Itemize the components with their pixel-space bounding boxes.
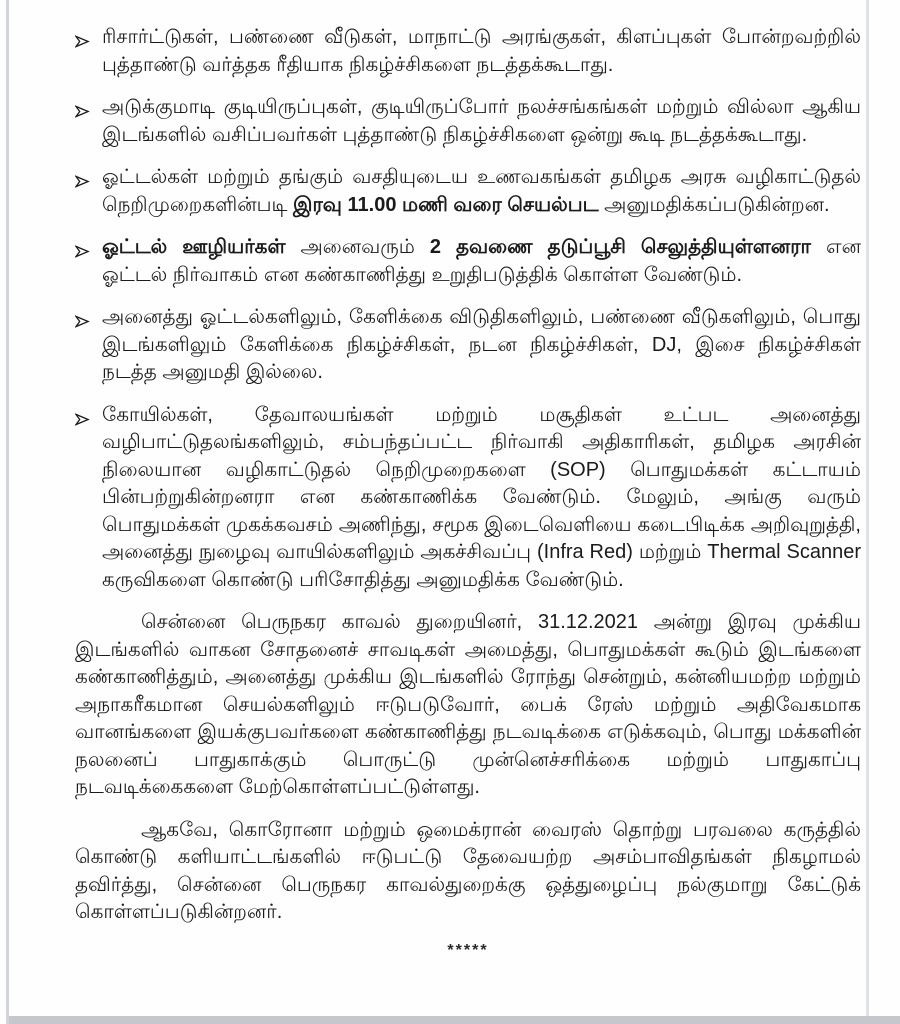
arrowhead-bullet-icon [75,408,90,423]
body-paragraph: ஆகவே, கொரோனா மற்றும் ஒமைக்ரான் வைரஸ் தொற்று பரவலை கருத்தில் கொண்டு களியாட்டங்களில் ஈடுபட்டு தேவையற்ற அசம்பாவிதங்கள் நிகழாமல் தவிர்த்து, சென்னை பெருநகர காவல்துறைக்கு ஒத்துழைப்பு நல்குமாறு கேட்டுக் கொள்ளப்படுகின்றனர். [75,818,861,923]
photo-bottom-edge [9,1016,900,1024]
bullet-item [75,402,861,595]
arrowhead-bullet-icon [75,170,90,185]
bullet-list [75,24,861,594]
arrowhead-bullet-icon [75,240,90,255]
bullet-item [75,164,861,219]
bullet-text: அடுக்குமாடி குடியிருப்புகள், குடியிருப்போர் நலச்சங்கங்கள் மற்றும் வில்லா ஆகிய இடங்களில் வசிப்பவர்கள் புத்தாண்டு நிகழ்ச்சிகளை ஒன்று கூடி நடத்தக்கூடாது. [102,96,861,146]
photo-left-edge [6,0,9,1024]
bullet-item [75,304,861,387]
bullet-item [75,94,861,149]
body-paragraph: சென்னை பெருநகர காவல் துறையினர், 31.12.2021 அன்று இரவு முக்கிய இடங்களில் வாகன சோதனைச் சாவடிகள் அமைத்து, பொதுமக்கள் கூடும் இடங்களை கண்காணித்தும், அனைத்து முக்கிய இடங்களில் ரோந்து சென்றும், கன்னியமற்ற மற்றும் அநாகரீகமான செயல்களிலும் ஈடுபடுவோர், பைக் ரேஸ் மற்றும் அதிவேகமாக வானங்களை இயக்குபவர்களை கண்காணித்து நடவடிக்கை எடுக்கவும், பொது மக்களின் நலனைப் பாதுகாக்கும் பொருட்டு முன்னெச்சரிக்கை மற்றும் பாதுகாப்பு நடவடிக்கைகளை மேற்கொள்ளப்பட்டுள்ளது. [75,611,861,798]
document-body [75,24,861,960]
bullet-item [75,24,861,79]
photo-right-edge [866,0,869,1024]
arrowhead-bullet-icon [75,100,90,115]
bullet-text: ஓட்டல்கள் மற்றும் தங்கும் வசதியுடைய உணவகங்கள் தமிழக அரசு வழிகாட்டுதல் நெறிமுறைகளின்படி இரவு 11.00 மணி வரை செயல்பட அனுமதிக்கப்படுகின்றன. [102,166,861,216]
arrowhead-bullet-icon [75,310,90,325]
bullet-text: ஓட்டல் ஊழியர்கள் அனைவரும் 2 தவணை தடுப்பூசி செலுத்தியுள்ளனரா என ஓட்டல் நிர்வாகம் என கண்காணித்து உறுதிபடுத்திக் கொள்ள வேண்டும். [102,236,861,286]
bullet-text: ரிசார்ட்டுகள், பண்ணை வீடுகள், மாநாட்டு அரங்குகள், கிளப்புகள் போன்றவற்றில் புத்தாண்டு வர்த்தக ரீதியாக நிகழ்ச்சிகளை நடத்தக்கூடாது. [102,26,861,76]
end-of-document-marker: ***** [447,941,489,959]
arrowhead-bullet-icon [75,30,90,45]
bullet-text: அனைத்து ஓட்டல்களிலும், கேளிக்கை விடுதிகளிலும், பண்ணை வீடுகளிலும், பொது இடங்களிலும் கேளிக்கை நிகழ்ச்சிகள், நடன நிகழ்ச்சிகள், DJ, இசை நிகழ்ச்சிகள் நடத்த அனுமதி இல்லை. [102,306,861,383]
bullet-item [75,234,861,289]
bullet-text: கோயில்கள், தேவாலயங்கள் மற்றும் மசூதிகள் உட்பட அனைத்து வழிபாட்டுதலங்களிலும், சம்பந்தப்பட்ட நிர்வாகி அதிகாரிகள், தமிழக அரசின் நிலையான வழிகாட்டுதல் நெறிமுறைகளை (SOP) பொதுமக்கள் கட்டாயம் பின்பற்றுகின்றனரா என கண்காணிக்க வேண்டும். மேலும், அங்கு வரும் பொதுமக்கள் முகக்கவசம் அணிந்து, சமூக இடைவெளியை கடைபிடிக்க அறிவுறுத்தி, அனைத்து நுழைவு வாயில்களிலும் அகச்சிவப்பு (Infra Red) மற்றும் Thermal Scanner கருவிகளை கொண்டு பரிசோதித்து அனுமதிக்க வேண்டும். [102,403,861,591]
